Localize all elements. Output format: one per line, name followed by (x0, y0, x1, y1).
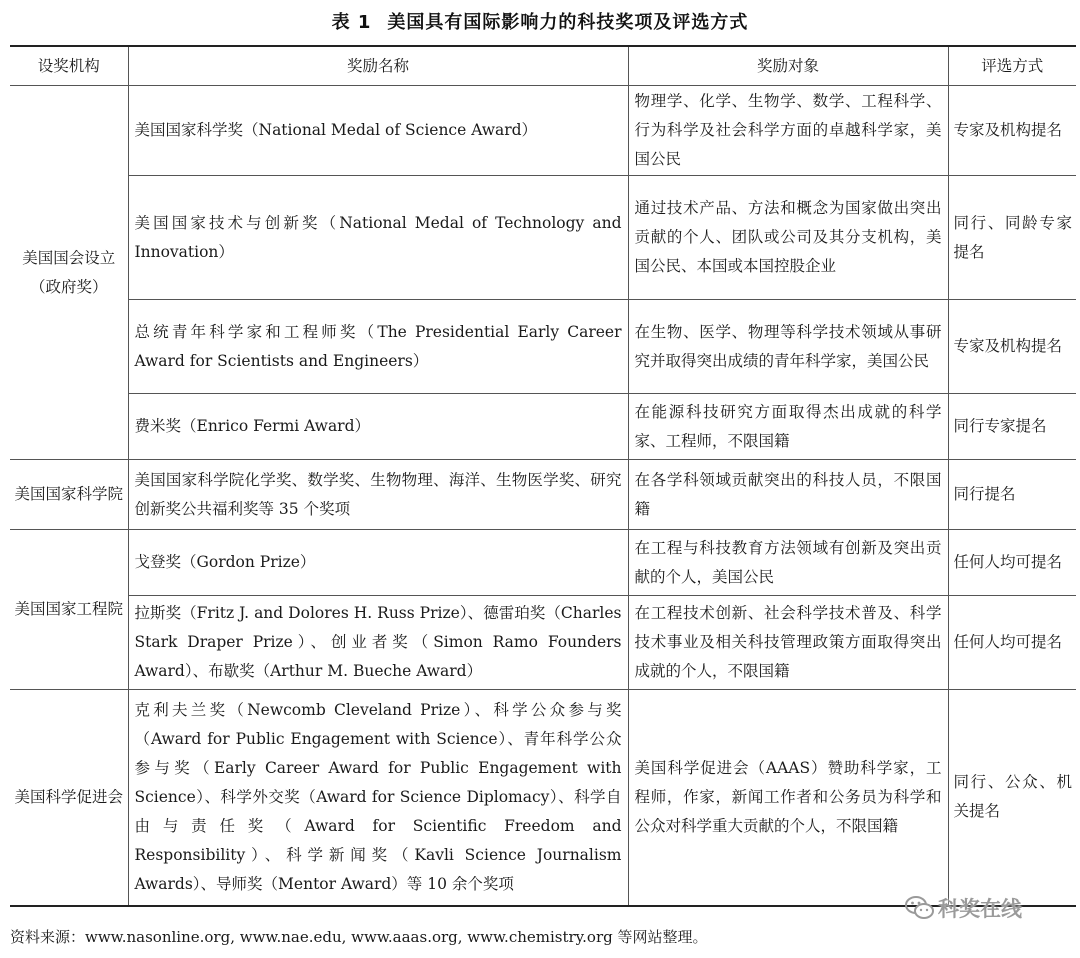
table-row (10, 460, 1076, 530)
method-cell: 专家及机构提名 (948, 86, 1076, 176)
awards-table (10, 45, 1076, 907)
method-cell: 同行、同龄专家提名 (948, 176, 1076, 300)
award-name-cell: 拉斯奖（Fritz J. and Dolores H. Russ Prize）、德雷珀奖（Charles Stark Draper Prize）、创业者奖（Simon Ramo Founders Award）、布歇奖（Arthur M. Bueche Award） (128, 596, 628, 690)
award-target-cell: 通过技术产品、方法和概念为国家做出突出贡献的个人、团队或公司及其分支机构，美国公民、本国或本国控股企业 (628, 176, 948, 300)
method-cell: 专家及机构提名 (948, 300, 1076, 394)
org-cell: 美国国家工程院 (10, 530, 128, 690)
table-title: 美国具有国际影响力的科技奖项及评选方式 (387, 12, 749, 33)
award-target-cell: 在生物、医学、物理等科学技术领域从事研究并取得突出成绩的青年科学家，美国公民 (628, 300, 948, 394)
method-cell: 同行、公众、机关提名 (948, 690, 1076, 906)
header-method: 评选方式 (948, 46, 1076, 86)
source-note: 资料来源：www.nasonline.org, www.nae.edu, www.aaas.org, www.chemistry.org 等网站整理。 (10, 928, 708, 946)
table-row (10, 690, 1076, 906)
org-cell: 美国国会设立（政府奖） (10, 86, 128, 460)
table-row (10, 86, 1076, 176)
award-target-cell: 物理学、化学、生物学、数学、工程科学、行为科学及社会科学方面的卓越科学家，美国公民 (628, 86, 948, 176)
award-name-cell: 费米奖（Enrico Fermi Award） (128, 394, 628, 460)
award-target-cell: 在工程与科技教育方法领域有创新及突出贡献的个人，美国公民 (628, 530, 948, 596)
table-row (10, 530, 1076, 596)
method-cell: 同行专家提名 (948, 394, 1076, 460)
table-caption (0, 8, 1080, 34)
watermark (905, 893, 1022, 923)
award-name-cell: 美国国家技术与创新奖（National Medal of Technology and Innovation） (128, 176, 628, 300)
table-header-row (10, 46, 1076, 86)
org-cell: 美国国家科学院 (10, 460, 128, 530)
award-target-cell: 美国科学促进会（AAAS）赞助科学家，工程师，作家，新闻工作者和公务员为科学和公众对科学重大贡献的个人，不限国籍 (628, 690, 948, 906)
award-target-cell: 在工程技术创新、社会科学技术普及、科学技术事业及相关科技管理政策方面取得突出成就的个人，不限国籍 (628, 596, 948, 690)
award-name-cell: 美国国家科学奖（National Medal of Science Award） (128, 86, 628, 176)
header-award-name: 奖励名称 (128, 46, 628, 86)
table-row (10, 394, 1076, 460)
award-target-cell: 在各学科领域贡献突出的科技人员，不限国籍 (628, 460, 948, 530)
header-org: 设奖机构 (10, 46, 128, 86)
method-cell: 任何人均可提名 (948, 596, 1076, 690)
table-row (10, 300, 1076, 394)
wechat-icon (905, 895, 935, 921)
award-name-cell: 美国国家科学院化学奖、数学奖、生物物理、海洋、生物医学奖、研究创新奖公共福利奖等 35 个奖项 (128, 460, 628, 530)
award-name-cell: 克利夫兰奖（Newcomb Cleveland Prize）、科学公众参与奖（Award for Public Engagement with Science）、青年科学公众参与奖（Early Career Award for Public Engagement with Science）、科学外交奖（Award for Science Diplomacy）、科学自由与责任奖（Award for Scientific Freedom and Responsibility）、科学新闻奖（Kavli Science Journalism Awards）、导师奖（Mentor Award）等 10 余个奖项 (128, 690, 628, 906)
table-row (10, 596, 1076, 690)
table-row (10, 176, 1076, 300)
method-cell: 同行提名 (948, 460, 1076, 530)
header-award-target: 奖励对象 (628, 46, 948, 86)
award-name-cell: 总统青年科学家和工程师奖（The Presidential Early Career Award for Scientists and Engineers） (128, 300, 628, 394)
watermark-text: 科奖在线 (938, 897, 1022, 921)
award-name-cell: 戈登奖（Gordon Prize） (128, 530, 628, 596)
org-cell: 美国科学促进会 (10, 690, 128, 906)
table-number: 表 1 (331, 12, 372, 33)
method-cell: 任何人均可提名 (948, 530, 1076, 596)
award-target-cell: 在能源科技研究方面取得杰出成就的科学家、工程师，不限国籍 (628, 394, 948, 460)
